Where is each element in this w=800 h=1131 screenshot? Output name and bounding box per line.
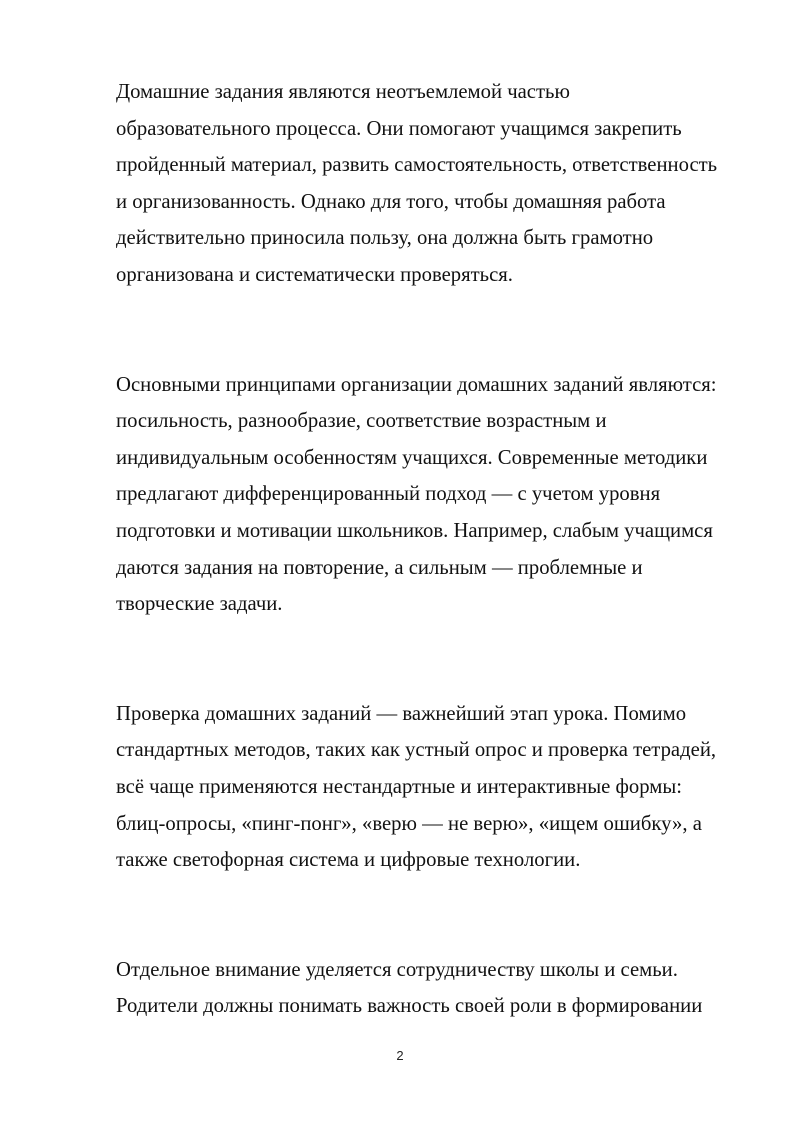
text-line: также светофорная система и цифровые технологии. bbox=[116, 849, 581, 872]
text-line: стандартных методов, таких как устный опрос и проверка тетрадей, bbox=[116, 739, 717, 762]
paragraph-school-family bbox=[116, 952, 748, 1025]
text-line: Родители должны понимать важность своей роли в формировании bbox=[116, 995, 703, 1018]
text-line: Отдельное внимание уделяется сотрудничеству школы и семьи. bbox=[116, 958, 678, 981]
text-line: и организованность. Однако для того, чтобы домашняя работа bbox=[116, 190, 666, 213]
text-line: Домашние задания являются неотъемлемой частью bbox=[116, 81, 570, 103]
page-number: 2 bbox=[396, 1048, 404, 1063]
text-line: Основными принципами организации домашних заданий являются: bbox=[116, 373, 717, 396]
text-line: организована и систематически проверяться. bbox=[116, 263, 513, 286]
text-line: образовательного процесса. Они помогают учащимся закрепить bbox=[116, 117, 682, 140]
text-line: даются задания на повторение, а сильным — проблемные и bbox=[116, 556, 643, 579]
text-line: действительно приносила пользу, она должна быть грамотно bbox=[116, 227, 654, 250]
text-line: всё чаще применяются нестандартные и интерактивные формы: bbox=[116, 775, 683, 798]
text-line: подготовки и мотивации школьников. Например, слабым учащимся bbox=[116, 519, 713, 542]
text-line: индивидуальным особенностям учащихся. Современные методики bbox=[116, 446, 708, 469]
paragraph-homework-checking bbox=[116, 696, 748, 879]
text-line: предлагают дифференцированный подход — с учетом уровня bbox=[116, 483, 661, 506]
document-body bbox=[116, 74, 748, 1098]
text-line: посильность, разнообразие, соответствие возрастным и bbox=[116, 410, 607, 433]
paragraph-homework-importance bbox=[116, 74, 748, 294]
text-line: блиц-опросы, «пинг-понг», «верю — не верю», «ищем ошибку», а bbox=[116, 812, 702, 835]
text-line: Проверка домашних заданий — важнейший этап урока. Помимо bbox=[116, 702, 687, 725]
paragraph-organization-principles bbox=[116, 367, 748, 623]
text-line: пройденный материал, развить самостоятельность, ответственность bbox=[116, 154, 718, 177]
text-line: творческие задачи. bbox=[116, 593, 283, 616]
